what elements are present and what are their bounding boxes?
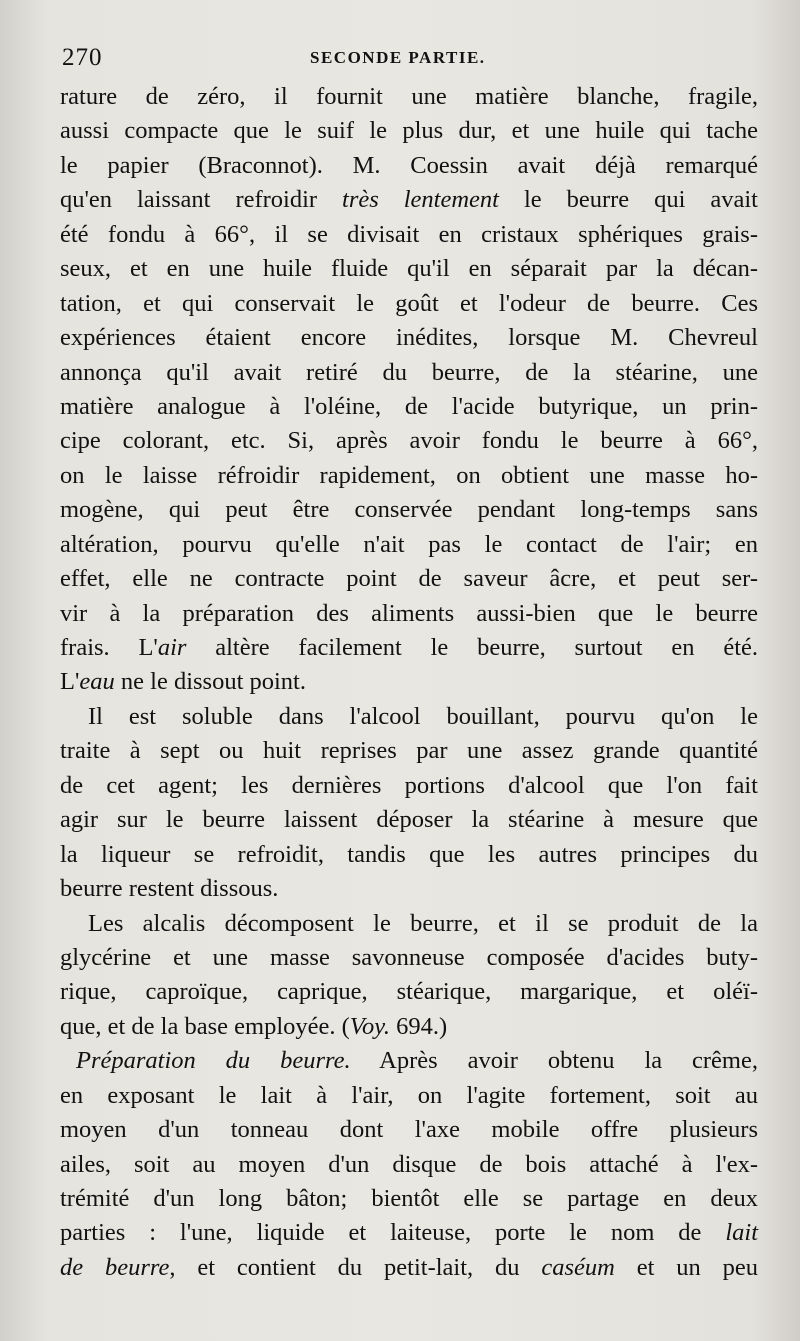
text-line xyxy=(60,769,758,803)
text-line xyxy=(60,562,758,596)
line-text: ailes, soit au moyen d'un disque de bois attaché à l'ex- xyxy=(60,1150,758,1178)
running-head xyxy=(62,44,752,76)
text-line xyxy=(60,356,758,390)
text-line xyxy=(60,1113,758,1147)
line-text: été fondu à 66°, il se divisait en cristaux sphériques grais- xyxy=(60,220,758,248)
line-text: de cet agent; les dernières portions d'alcool que l'on fait xyxy=(60,771,758,799)
line-text: cipe colorant, etc. Si, après avoir fondu le beurre à 66°, xyxy=(60,427,758,455)
line-text: Après avoir obtenu la crême, xyxy=(350,1047,758,1075)
text-line xyxy=(60,424,758,458)
text-line xyxy=(60,872,758,906)
italic-text: caséum xyxy=(541,1253,615,1281)
page-number: 270 xyxy=(62,44,103,71)
text-line xyxy=(60,1251,758,1285)
text-line xyxy=(60,252,758,286)
line-text: L' xyxy=(60,668,80,696)
line-text: traite à sept ou huit reprises par une assez grande quantité xyxy=(60,737,758,765)
line-text: agir sur le beurre laissent déposer la stéarine à mesure que xyxy=(60,806,758,834)
line-text: aussi compacte que le suif le plus dur, et une huile qui tache xyxy=(60,117,758,145)
section-title: SECONDE PARTIE. xyxy=(310,48,486,67)
italic-text: très lentement xyxy=(342,186,499,214)
text-line xyxy=(60,975,758,1009)
text-line xyxy=(60,597,758,631)
line-text: matière analogue à l'oléine, de l'acide butyrique, un prin- xyxy=(60,392,758,420)
text-line xyxy=(60,183,758,217)
text-line xyxy=(60,734,758,768)
line-text: altère facilement le beurre, surtout en été. xyxy=(186,634,759,661)
line-text: glycérine et une masse savonneuse composée d'acides buty- xyxy=(60,943,758,971)
text-line xyxy=(60,941,758,975)
text-line xyxy=(60,1044,758,1078)
text-line xyxy=(60,390,758,424)
italic-text: lait xyxy=(725,1219,758,1247)
text-line xyxy=(60,149,758,183)
italic-text: air xyxy=(157,634,187,661)
text-line xyxy=(60,838,758,872)
line-text: 694.) xyxy=(389,1012,448,1040)
text-line xyxy=(60,114,758,148)
line-text: parties : l'une, liquide et laiteuse, porte le nom de xyxy=(60,1219,726,1247)
line-text: que, et de la base employée. ( xyxy=(60,1012,350,1040)
text-line xyxy=(60,321,758,355)
line-text: beurre restent dissous. xyxy=(60,875,279,903)
line-text: frais. L' xyxy=(60,634,158,661)
text-line xyxy=(60,665,758,699)
text-line xyxy=(60,80,758,114)
text-line xyxy=(60,1182,758,1216)
italic-text: Préparation du beurre. xyxy=(76,1047,351,1075)
line-text: on le laisse réfroidir rapidement, on obtient une masse ho- xyxy=(60,461,758,489)
line-text: , et contient du petit-lait, du xyxy=(169,1253,542,1281)
line-text: le papier (Braconnot). M. Coessin avait déjà remarqué xyxy=(60,151,758,179)
line-text: rature de zéro, il fournit une matière blanche, fragile, xyxy=(60,83,758,110)
line-text: expériences étaient encore inédites, lorsque M. Chevreul xyxy=(60,324,758,352)
italic-text: eau xyxy=(79,668,115,696)
text-line xyxy=(60,493,758,527)
line-text: mogène, qui peut être conservée pendant long-temps sans xyxy=(60,496,758,524)
line-text: la liqueur se refroidit, tandis que les autres principes du xyxy=(60,840,758,868)
line-text: trémité d'un long bâton; bientôt elle se partage en deux xyxy=(60,1185,758,1212)
line-text: ne le dissout point. xyxy=(114,668,306,696)
line-text: seux, et en une huile fluide qu'il en séparait par la décan- xyxy=(60,255,758,283)
line-text: altération, pourvu qu'elle n'ait pas le contact de l'air; en xyxy=(60,530,758,558)
line-text: moyen d'un tonneau dont l'axe mobile offre plusieurs xyxy=(60,1116,758,1144)
line-text: Les alcalis décomposent le beurre, et il se produit de la xyxy=(88,909,758,937)
text-line xyxy=(60,1216,758,1250)
line-text: rique, caproïque, caprique, stéarique, margarique, et oléï- xyxy=(60,978,758,1006)
text-line xyxy=(60,700,758,734)
text-line xyxy=(60,218,758,252)
italic-text: de beurre xyxy=(60,1253,170,1281)
text-line xyxy=(60,631,758,665)
body-text xyxy=(60,80,758,1285)
line-text: qu'en laissant refroidir xyxy=(60,186,343,214)
line-text: effet, elle ne contracte point de saveur âcre, et peut ser- xyxy=(60,565,758,593)
line-text: en exposant le lait à l'air, on l'agite fortement, soit au xyxy=(60,1081,758,1109)
text-line xyxy=(60,1079,758,1113)
line-text: tation, et qui conservait le goût et l'odeur de beurre. Ces xyxy=(60,289,758,317)
text-line xyxy=(60,459,758,493)
line-text: annonça qu'il avait retiré du beurre, de la stéarine, une xyxy=(60,358,758,386)
text-line xyxy=(60,1148,758,1182)
italic-text: Voy. xyxy=(349,1012,390,1040)
line-text: et un peu xyxy=(614,1253,758,1281)
text-line xyxy=(60,528,758,562)
text-line xyxy=(60,287,758,321)
line-text: vir à la préparation des aliments aussi-bien que le beurre xyxy=(60,599,758,627)
text-line xyxy=(60,907,758,941)
text-line xyxy=(60,803,758,837)
line-text: Il est soluble dans l'alcool bouillant, pourvu qu'on le xyxy=(88,702,758,730)
line-text: le beurre qui avait xyxy=(498,186,758,214)
text-line xyxy=(60,1010,758,1044)
